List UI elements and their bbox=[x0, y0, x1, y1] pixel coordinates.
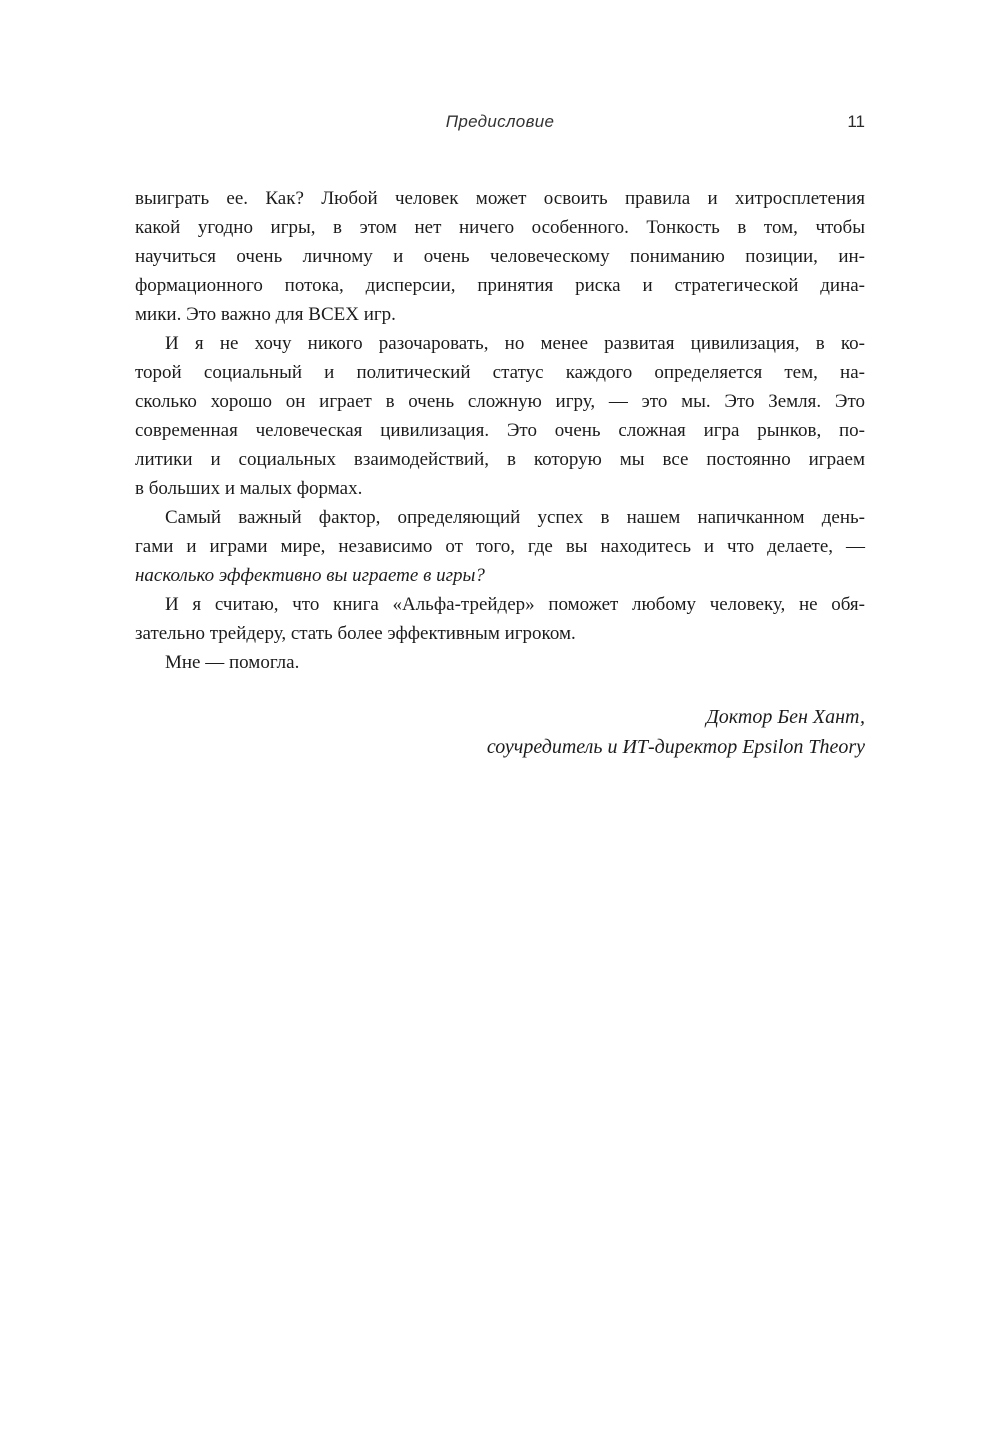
paragraph bbox=[135, 503, 865, 590]
page-header bbox=[135, 112, 865, 136]
text-line: зательно трейдеру, стать более эффективным игроком. bbox=[135, 623, 576, 644]
text-line: насколько эффективно вы играете в игры? bbox=[135, 565, 485, 586]
paragraph bbox=[135, 648, 865, 677]
signature-block bbox=[135, 702, 865, 762]
text-line: И я не хочу никого разочаровать, но менее развитая цивилизация, в ко- bbox=[165, 333, 865, 354]
paragraph bbox=[135, 184, 865, 329]
text-line: научиться очень личному и очень человеческому пониманию позиции, ин- bbox=[135, 246, 865, 267]
text-line: гами и играми мире, независимо от того, где вы находитесь и что делаете, — bbox=[135, 536, 865, 557]
text-line: в больших и малых формах. bbox=[135, 478, 363, 499]
signature-line: соучредитель и ИТ-директор Epsilon Theory bbox=[486, 736, 865, 758]
text-line: сколько хорошо он играет в очень сложную игру, — это мы. Это Земля. Это bbox=[135, 391, 865, 412]
page-number: 11 bbox=[847, 112, 865, 131]
text-line: Самый важный фактор, определяющий успех в нашем напичканном день- bbox=[165, 507, 865, 528]
running-title: Предисловие bbox=[445, 112, 555, 131]
paragraph bbox=[135, 590, 865, 648]
text-line: современная человеческая цивилизация. Это очень сложная игра рынков, по- bbox=[135, 420, 865, 441]
text-line: И я считаю, что книга «Альфа-трейдер» поможет любому человеку, не обя- bbox=[165, 594, 865, 615]
text-line: какой угодно игры, в этом нет ничего особенного. Тонкость в том, чтобы bbox=[135, 217, 865, 238]
signature-line: Доктор Бен Хант, bbox=[706, 706, 865, 728]
text-line: мики. Это важно для ВСЕХ игр. bbox=[135, 304, 396, 325]
text-line: Мне — помогла. bbox=[165, 652, 300, 673]
text-line: выиграть ее. Как? Любой человек может освоить правила и хитросплетения bbox=[135, 188, 865, 209]
text-line: торой социальный и политический статус каждого определяется тем, на- bbox=[135, 362, 865, 383]
text-line: литики и социальных взаимодействий, в которую мы все постоянно играем bbox=[135, 449, 865, 470]
body-text bbox=[135, 184, 865, 677]
paragraph bbox=[135, 329, 865, 503]
text-line: формационного потока, дисперсии, принятия риска и стратегической дина- bbox=[135, 275, 865, 296]
